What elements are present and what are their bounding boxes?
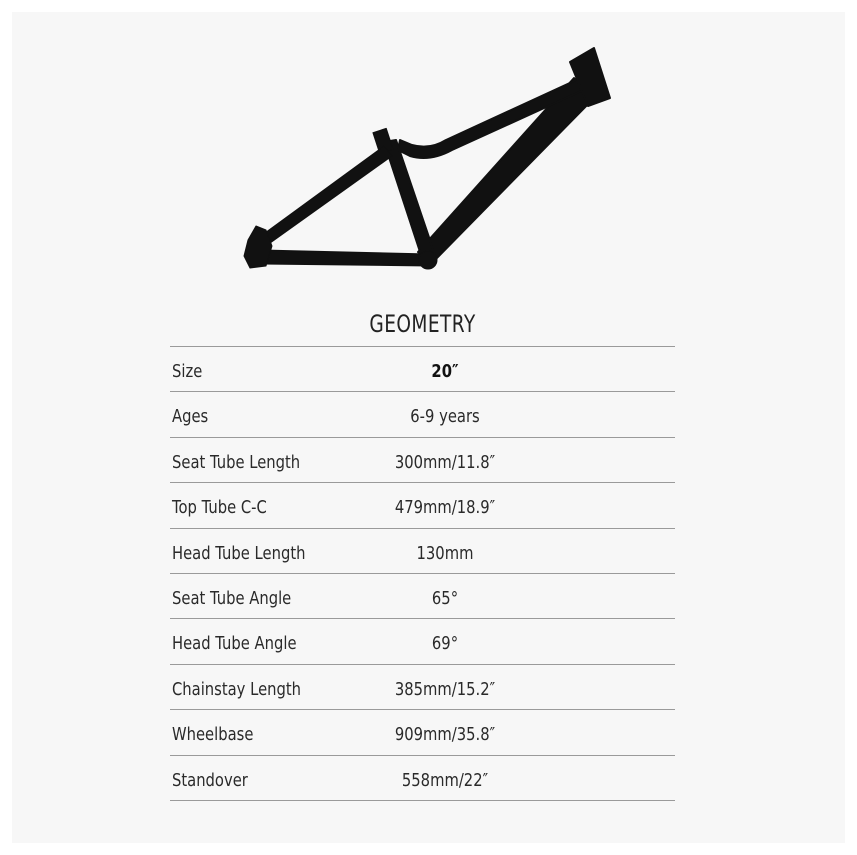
row-value: 558mm/22″ [401, 769, 489, 791]
row-value: 909mm/35.8″ [394, 724, 496, 746]
row-label: Head Tube Length [172, 542, 306, 564]
table-row [170, 437, 675, 482]
page-title: GEOMETRY [369, 310, 476, 338]
table-row [170, 573, 675, 618]
row-label: Seat Tube Angle [172, 587, 292, 609]
table-row [170, 528, 675, 573]
row-value: 385mm/15.2″ [394, 678, 496, 700]
table-row [170, 482, 675, 527]
row-value: 130mm [416, 542, 474, 564]
row-value: 6-9 years [410, 406, 480, 428]
row-label: Wheelbase [172, 724, 254, 746]
row-label: Chainstay Length [172, 678, 302, 700]
row-label: Standover [172, 769, 248, 791]
table-row [170, 709, 675, 754]
row-value: 300mm/11.8″ [394, 451, 496, 473]
row-label: Top Tube C-C [172, 497, 267, 519]
table-row [170, 664, 675, 709]
table-row [170, 346, 675, 391]
row-value: 69° [431, 633, 459, 655]
bike-frame-icon [0, 0, 857, 300]
table-row [170, 391, 675, 436]
row-label: Ages [172, 406, 209, 428]
row-label: Seat Tube Length [172, 451, 301, 473]
table-row [170, 618, 675, 663]
table-row [170, 755, 675, 802]
row-label: Size [172, 361, 203, 382]
row-value: 479mm/18.9″ [394, 497, 496, 519]
row-label: Head Tube Angle [172, 633, 297, 655]
geometry-table [170, 346, 675, 801]
row-value: 20″ [431, 361, 459, 382]
row-value: 65° [431, 587, 459, 609]
